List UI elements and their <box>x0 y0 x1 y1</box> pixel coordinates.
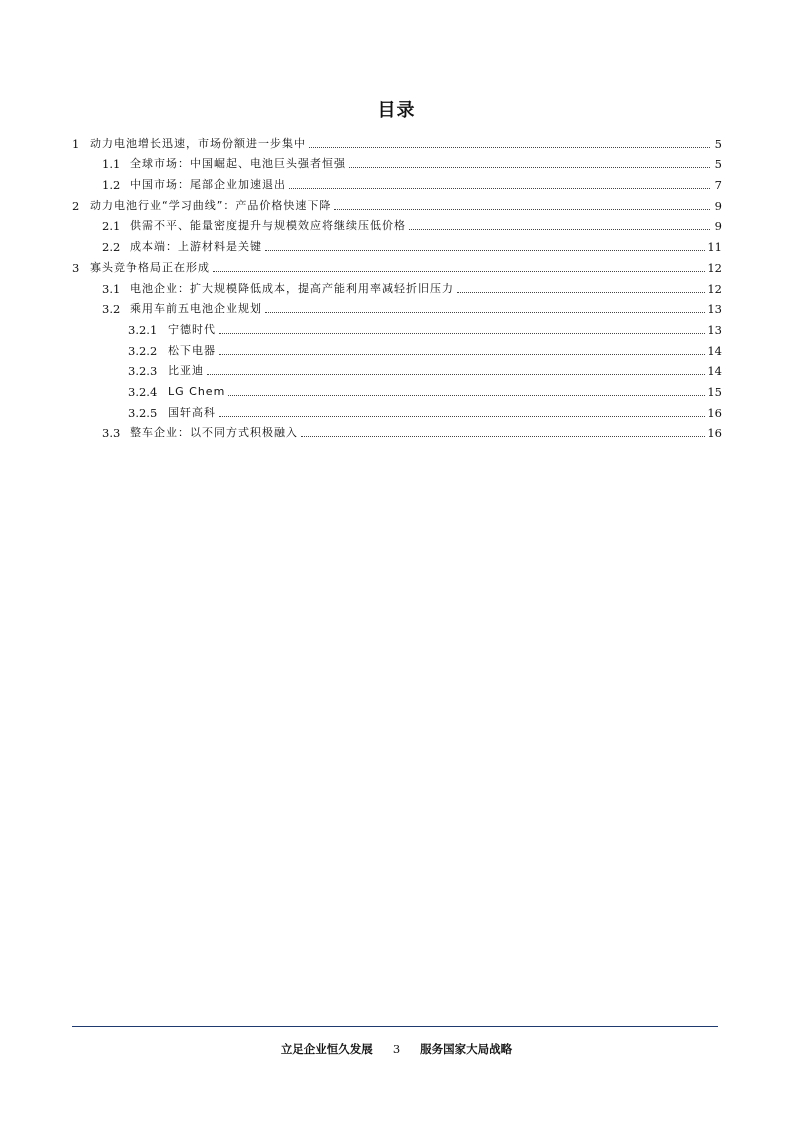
toc-entry-number: 2 <box>72 198 80 213</box>
toc-entry-page: 14 <box>707 364 722 379</box>
toc-entry-number: 3.2.4 <box>128 384 158 399</box>
table-of-contents <box>72 130 722 440</box>
toc-entry-page: 13 <box>707 302 722 317</box>
toc-entry-label: 宁德时代 <box>168 322 216 336</box>
toc-dot-leader <box>207 373 705 375</box>
toc-entry-label: 寡头竞争格局正在形成 <box>90 260 210 274</box>
toc-entry-page: 7 <box>714 178 722 193</box>
toc-entry[interactable] <box>72 420 722 441</box>
toc-title: 目录 <box>377 100 416 121</box>
toc-dot-leader <box>334 208 710 210</box>
toc-entry-page: 15 <box>707 384 722 399</box>
toc-entry-number: 3.3 <box>102 426 121 441</box>
toc-entry-label: LG Chem <box>168 384 226 398</box>
footer-slogan-right: 服务国家大局战略 <box>420 1042 513 1056</box>
toc-entry[interactable] <box>72 358 722 379</box>
toc-entry-page: 16 <box>707 426 722 441</box>
toc-entry-number: 3.2.2 <box>128 343 158 358</box>
toc-entry-label: 供需不平、能量密度提升与规模效应将继续压低价格 <box>130 219 406 233</box>
toc-entry-page: 9 <box>714 219 722 234</box>
toc-entry[interactable] <box>72 337 722 358</box>
toc-dot-leader <box>213 270 705 272</box>
toc-entry[interactable] <box>72 130 722 151</box>
toc-dot-leader <box>219 353 705 355</box>
toc-entry-label: 松下电器 <box>168 343 216 357</box>
toc-dot-leader <box>219 332 705 334</box>
toc-entry[interactable] <box>72 171 722 192</box>
toc-entry[interactable] <box>72 316 722 337</box>
toc-entry-page: 5 <box>714 157 722 172</box>
toc-dot-leader <box>309 146 710 148</box>
toc-entry-number: 3.1 <box>102 281 121 296</box>
toc-dot-leader <box>289 187 710 189</box>
toc-entry-label: 国轩高科 <box>168 405 216 419</box>
toc-entry-number: 3 <box>72 260 80 275</box>
toc-entry-page: 9 <box>714 198 722 213</box>
toc-entry-number: 1.1 <box>102 157 121 172</box>
footer-slogan-left: 立足企业恒久发展 <box>280 1042 373 1056</box>
toc-dot-leader <box>409 228 710 230</box>
footer-divider <box>72 1026 718 1027</box>
toc-entry-page: 12 <box>707 260 722 275</box>
toc-entry[interactable] <box>72 233 722 254</box>
toc-entry-label: 动力电池增长迅速，市场份额进一步集中 <box>90 136 306 150</box>
toc-entry-number: 3.2.3 <box>128 364 158 379</box>
toc-dot-leader <box>457 291 705 293</box>
toc-entry-page: 5 <box>714 136 722 151</box>
toc-entry[interactable] <box>72 192 722 213</box>
toc-entry-number: 1.2 <box>102 178 121 193</box>
toc-entry-label: 中国市场：尾部企业加速退出 <box>130 178 286 192</box>
page-footer <box>0 1041 793 1057</box>
page-number: 3 <box>392 1042 401 1056</box>
toc-entry-number: 2.1 <box>102 219 121 234</box>
toc-entry-label: 电池企业：扩大规模降低成本，提高产能利用率减轻折旧压力 <box>130 281 454 295</box>
toc-entry-number: 3.2 <box>102 302 121 317</box>
toc-entry[interactable] <box>72 254 722 275</box>
toc-entry-number: 2.2 <box>102 240 121 255</box>
toc-dot-leader <box>301 435 705 437</box>
toc-entry-page: 13 <box>707 322 722 337</box>
toc-entry-number: 1 <box>72 136 80 151</box>
toc-entry-label: 全球市场：中国崛起、电池巨头强者恒强 <box>130 157 346 171</box>
toc-entry[interactable] <box>72 275 722 296</box>
toc-entry-label: 成本端：上游材料是关键 <box>130 240 262 254</box>
toc-dot-leader <box>349 166 710 168</box>
toc-entry-page: 14 <box>707 343 722 358</box>
toc-entry-label: 比亚迪 <box>168 364 204 378</box>
toc-dot-leader <box>265 311 705 313</box>
toc-entry-number: 3.2.5 <box>128 405 158 420</box>
toc-dot-leader <box>228 394 705 396</box>
toc-dot-leader <box>219 415 705 417</box>
toc-entry[interactable] <box>72 151 722 172</box>
toc-entry-number: 3.2.1 <box>128 322 158 337</box>
toc-entry[interactable] <box>72 296 722 317</box>
toc-entry[interactable] <box>72 399 722 420</box>
toc-entry-page: 11 <box>707 240 722 255</box>
toc-entry-label: 乘用车前五电池企业规划 <box>130 302 262 316</box>
toc-entry[interactable] <box>72 378 722 399</box>
toc-entry[interactable] <box>72 213 722 234</box>
toc-entry-label: 整车企业：以不同方式积极融入 <box>130 426 298 440</box>
toc-entry-page: 16 <box>707 405 722 420</box>
toc-dot-leader <box>265 249 705 251</box>
toc-entry-label: 动力电池行业“学习曲线”：产品价格快速下降 <box>90 198 332 212</box>
toc-entry-page: 12 <box>707 281 722 296</box>
